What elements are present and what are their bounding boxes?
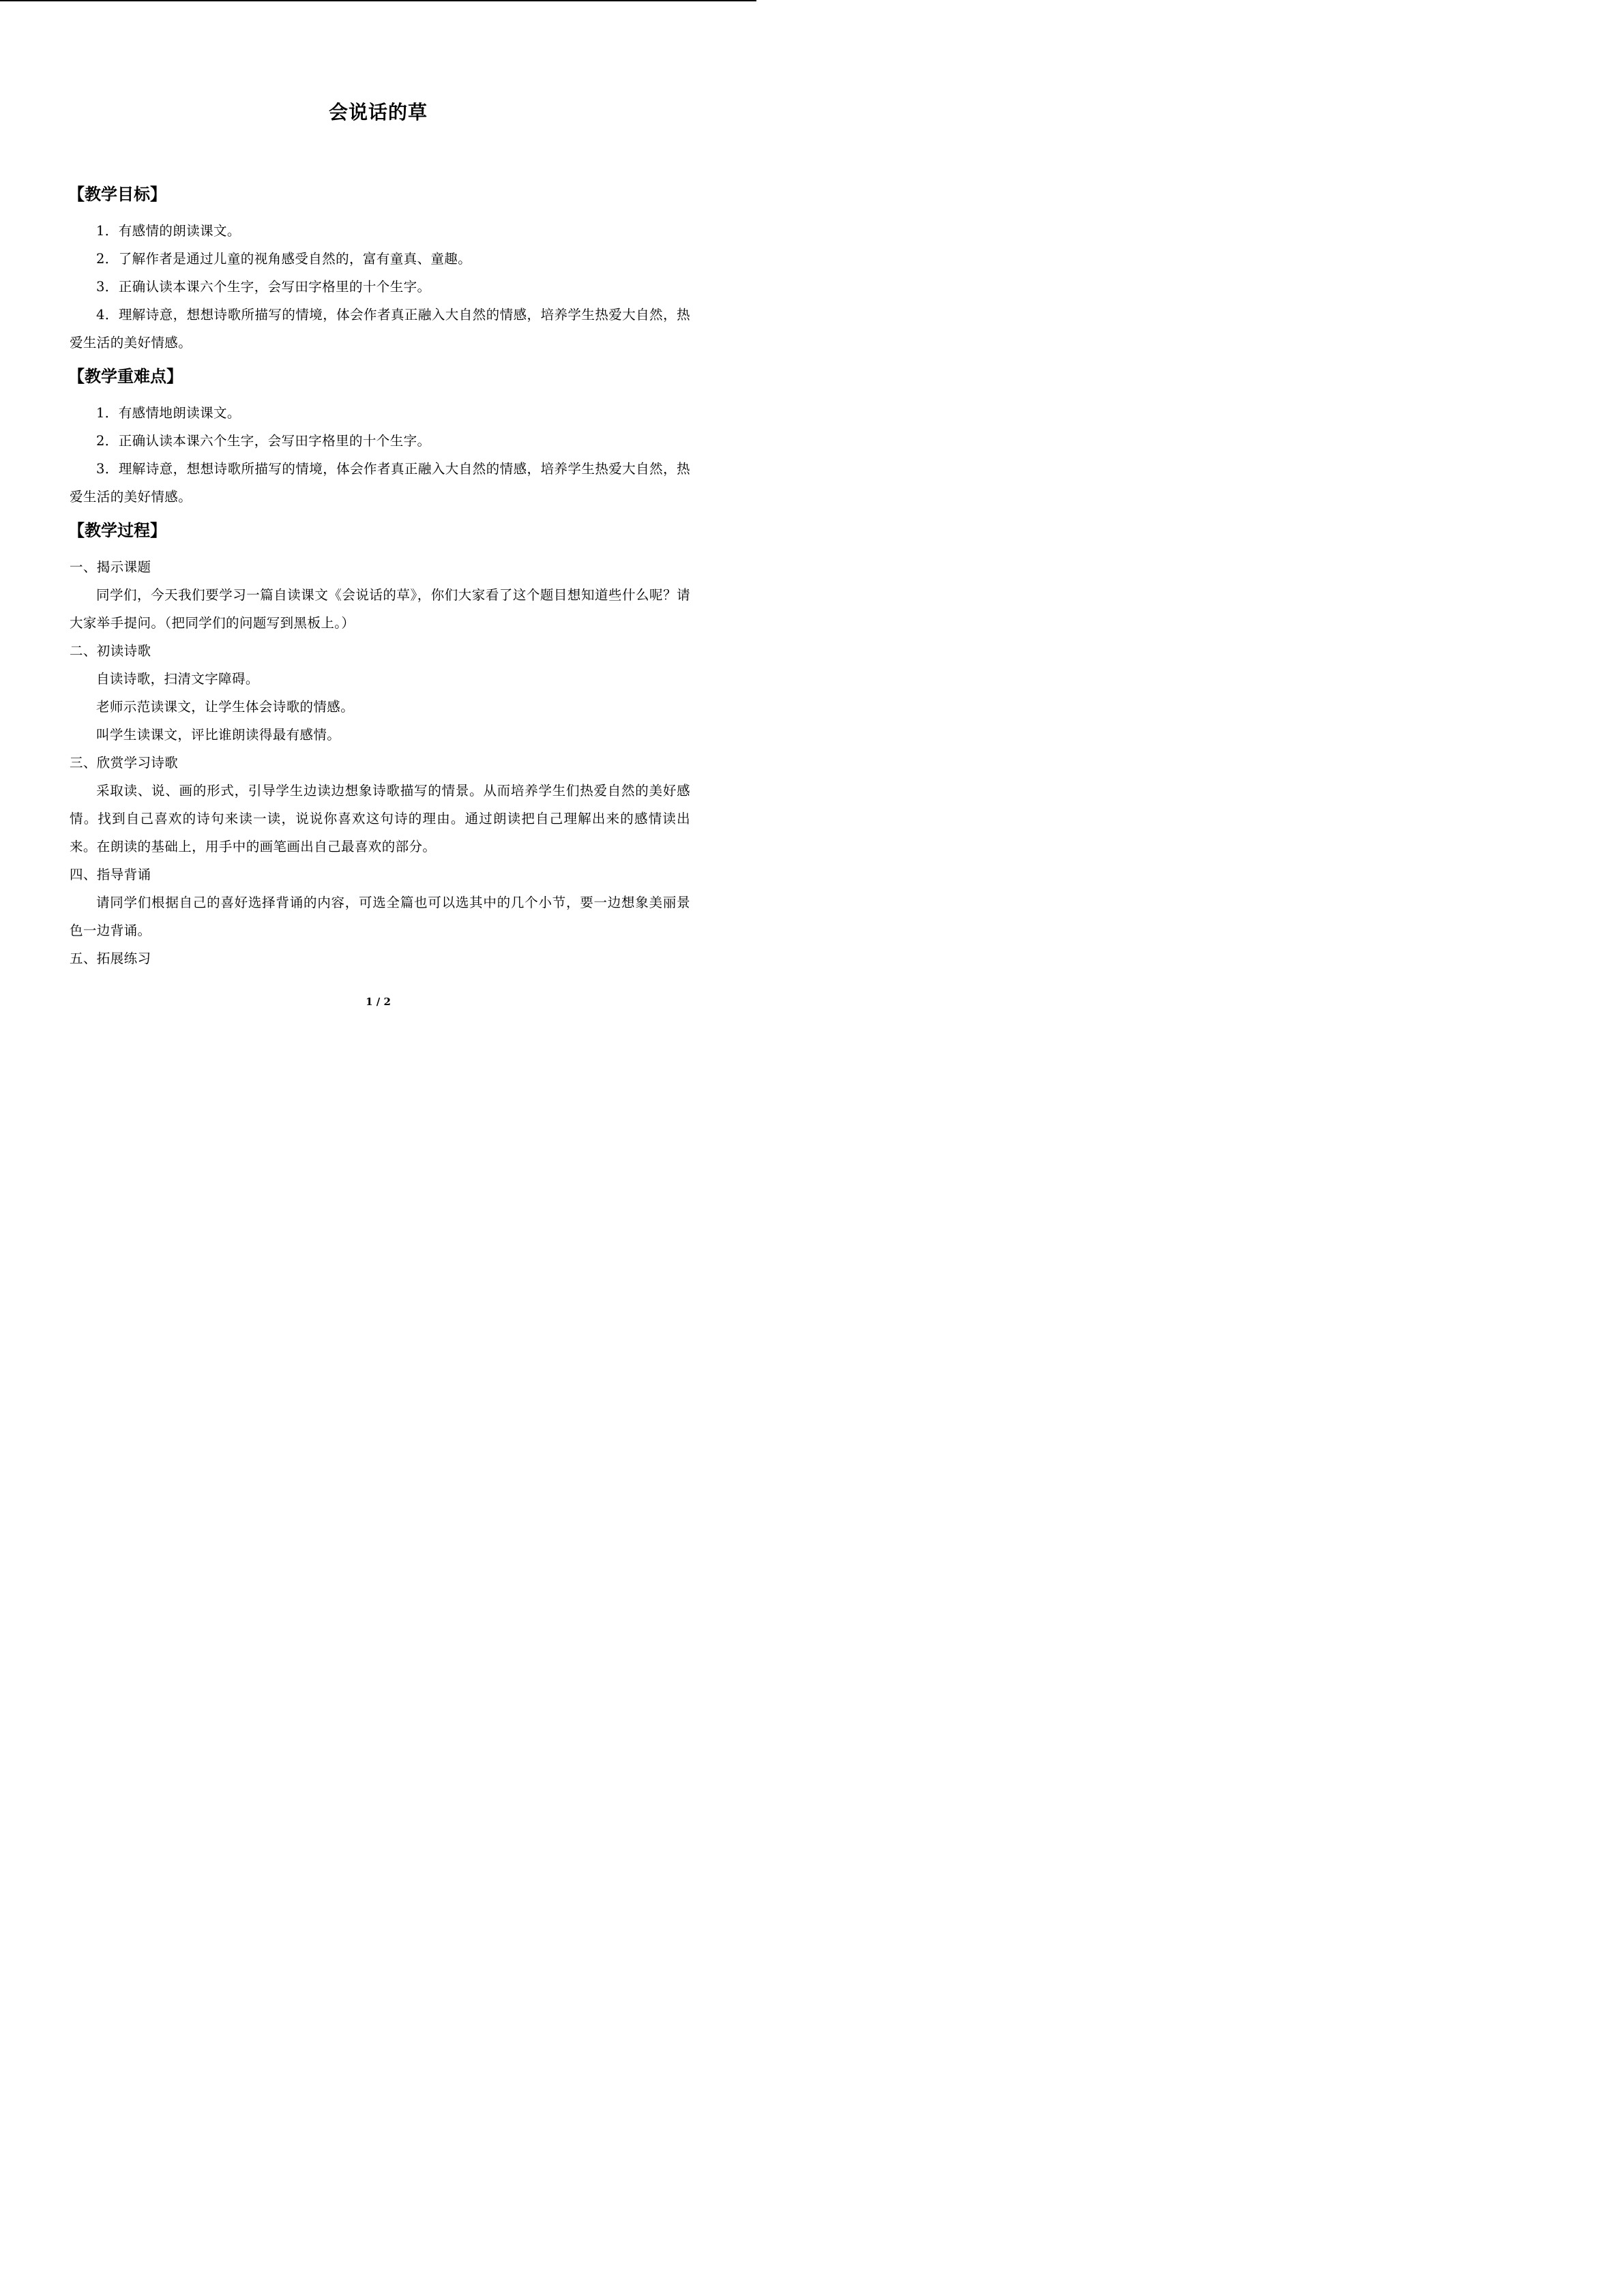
document-page [0, 0, 756, 1069]
step-label: 四、指导背诵 [70, 867, 151, 882]
key-point-item-3: 3．理解诗意，想想诗歌所描写的情境，体会作者真正融入大自然的情感，培养学生热爱大自然，热爱生活的美好情感。 [70, 461, 690, 505]
section-heading: 【教学目标】 [68, 184, 166, 204]
step-paragraph: 采取读、说、画的形式，引导学生边读边想象诗歌描写的情景。从而培养学生们热爱自然的美好感情。找到自己喜欢的诗句来读一读，说说你喜欢这句诗的理由。通过朗读把自己理解出来的感情读出来。在朗读的基础上，用手中的画笔画出自己最喜欢的部分。 [70, 783, 690, 854]
goal-item-1: 1．有感情的朗读课文。 [96, 223, 241, 239]
page-number: 1 / 2 [366, 996, 391, 1008]
document-body [70, 177, 690, 972]
process-step-2 [70, 637, 690, 749]
process-step-3 [70, 749, 690, 861]
section-key-points [70, 359, 690, 511]
goal-item-4: 4．理解诗意，想想诗歌所描写的情境，体会作者真正融入大自然的情感，培养学生热爱大自然，热爱生活的美好情感。 [70, 307, 690, 351]
step-paragraph: 老师示范读课文，让学生体会诗歌的情感。 [96, 699, 355, 715]
section-teaching-goals [70, 177, 690, 357]
process-step-1 [70, 553, 690, 637]
step-paragraph: 自读诗歌，扫清文字障碍。 [96, 671, 259, 687]
document-title: 会说话的草 [328, 101, 428, 123]
step-paragraph: 请同学们根据自己的喜好选择背诵的内容，可选全篇也可以选其中的几个小节，要一边想象美丽景色一边背诵。 [70, 895, 690, 938]
step-paragraph: 叫学生读课文，评比谁朗读得最有感情。 [96, 727, 341, 743]
step-label: 一、揭示课题 [70, 559, 151, 575]
section-teaching-process [70, 513, 690, 972]
process-step-5 [70, 944, 690, 972]
step-label: 三、欣赏学习诗歌 [70, 755, 179, 771]
goal-item-3: 3．正确认读本课六个生字，会写田字格里的十个生字。 [96, 279, 431, 295]
step-label: 二、初读诗歌 [70, 643, 151, 659]
key-point-item-1: 1．有感情地朗读课文。 [96, 405, 241, 421]
section-heading: 【教学重难点】 [68, 366, 183, 386]
goal-item-2: 2．了解作者是通过儿童的视角感受自然的，富有童真、童趣。 [96, 251, 472, 267]
step-paragraph: 同学们，今天我们要学习一篇自读课文《会说话的草》，你们大家看了这个题目想知道些什么呢？请大家举手提问。（把同学们的问题写到黑板上。） [70, 587, 690, 631]
process-step-4 [70, 861, 690, 944]
key-point-item-2: 2．正确认读本课六个生字，会写田字格里的十个生字。 [96, 433, 431, 449]
step-label: 五、拓展练习 [70, 951, 151, 966]
section-heading: 【教学过程】 [68, 520, 166, 540]
